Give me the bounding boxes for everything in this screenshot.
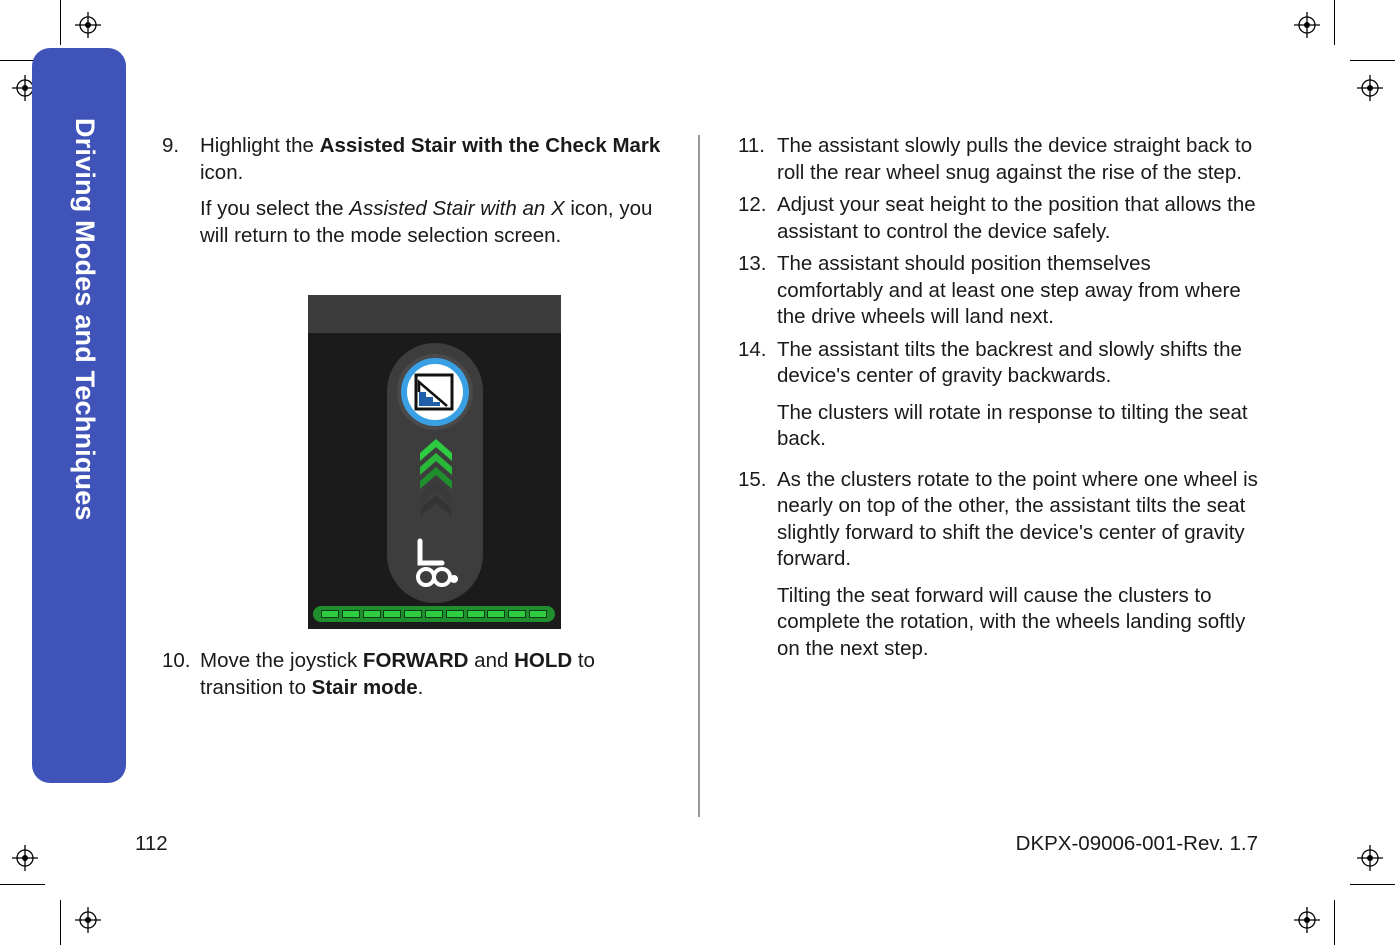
- step-bold-text: FORWARD: [362, 649, 469, 672]
- step-text: and: [468, 649, 515, 672]
- progress-segment: [321, 610, 339, 618]
- chapter-title: Driving Modes and Techniques: [70, 118, 100, 521]
- progress-segment: [508, 610, 526, 618]
- step-text: The assistant slowly pulls the device straight back to roll the rear wheel snug against the rise of the step.: [777, 134, 1253, 184]
- list-item-step-11: [738, 133, 1258, 186]
- step-number: 14.: [738, 337, 767, 361]
- step-number: 10.: [162, 649, 191, 672]
- note-italic-text: Assisted Stair with an X: [349, 197, 565, 220]
- column-divider: [698, 135, 700, 817]
- list-item-step-12: [738, 192, 1258, 245]
- progress-segment: [383, 610, 401, 618]
- device-screen-image: [308, 295, 561, 629]
- step-bold-text: HOLD: [514, 649, 573, 672]
- step-text: to transition to: [200, 649, 595, 699]
- step-text: .: [417, 675, 424, 699]
- registration-mark-icon: [1294, 12, 1320, 38]
- screen-header-bar: [308, 295, 561, 333]
- progress-segment: [404, 610, 422, 618]
- progress-segment: [446, 610, 464, 618]
- registration-mark-icon: [1357, 845, 1383, 871]
- step-text: icon.: [200, 160, 244, 184]
- note-text: icon, you will return to the mode selection screen.: [200, 197, 653, 247]
- crop-mark: [1350, 60, 1395, 61]
- step-bold-text: Assisted Stair with the Check Mark: [319, 134, 661, 157]
- progress-segment: [529, 610, 547, 618]
- crop-mark: [1334, 900, 1335, 945]
- wheelchair-icon: [412, 537, 460, 589]
- registration-mark-icon: [1357, 75, 1383, 101]
- step-text: Move the joystick: [200, 649, 363, 672]
- step-text: Adjust your seat height to the position that allows the assistant to control the device safely.: [777, 193, 1256, 243]
- left-column: [162, 133, 672, 263]
- step-text: Highlight the: [200, 134, 320, 157]
- step-number: 9.: [162, 134, 180, 157]
- step-text: The assistant should position themselves comfortably and at least one step away from where the drive wheels will land next.: [777, 252, 1241, 328]
- registration-mark-icon: [75, 907, 101, 933]
- progress-segment: [487, 610, 505, 618]
- crop-mark: [1334, 0, 1335, 45]
- page-number: 112: [135, 832, 168, 855]
- list-item-step-14: [738, 337, 1258, 390]
- list-item-step-9: [162, 133, 672, 186]
- list-item-step-15: [738, 467, 1258, 573]
- step-note: The clusters will rotate in response to tilting the seat back.: [777, 400, 1248, 450]
- document-id: DKPX-09006-001-Rev. 1.7: [1015, 832, 1258, 855]
- progress-bar: [313, 606, 555, 622]
- step-number: 11.: [738, 134, 765, 157]
- progress-segment: [467, 610, 485, 618]
- stair-icon: [395, 352, 475, 432]
- list-item-step-10: [162, 648, 672, 701]
- registration-mark-icon: [1294, 907, 1320, 933]
- crop-mark: [0, 884, 45, 885]
- step-number: 12.: [738, 193, 767, 216]
- right-column: [738, 133, 1258, 676]
- progress-segment: [342, 610, 360, 618]
- registration-mark-icon: [75, 12, 101, 38]
- chevron-up-icon: [416, 433, 456, 525]
- progress-segment: [363, 610, 381, 618]
- step-text: As the clusters rotate to the point where one wheel is nearly on top of the other, the assistant tilts the seat slightly forward to shift the device's center of gravity forward.: [777, 467, 1258, 570]
- step-text: The assistant tilts the backrest and slowly shifts the device's center of gravity backwards.: [777, 337, 1242, 387]
- crop-mark: [60, 0, 61, 45]
- left-column-lower: [162, 648, 672, 707]
- crop-mark: [1350, 884, 1395, 885]
- crop-mark: [60, 900, 61, 945]
- step-bold-text: Stair mode: [311, 675, 418, 699]
- step-number: 13.: [738, 252, 767, 275]
- registration-mark-icon: [12, 845, 38, 871]
- list-item-step-13: [738, 251, 1258, 331]
- step-number: 15.: [738, 467, 767, 491]
- progress-segment: [425, 610, 443, 618]
- step-note: Tilting the seat forward will cause the clusters to complete the rotation, with the wheels landing softly on the next step.: [777, 583, 1246, 660]
- step-note: [162, 196, 672, 249]
- note-text: If you select the: [200, 197, 350, 220]
